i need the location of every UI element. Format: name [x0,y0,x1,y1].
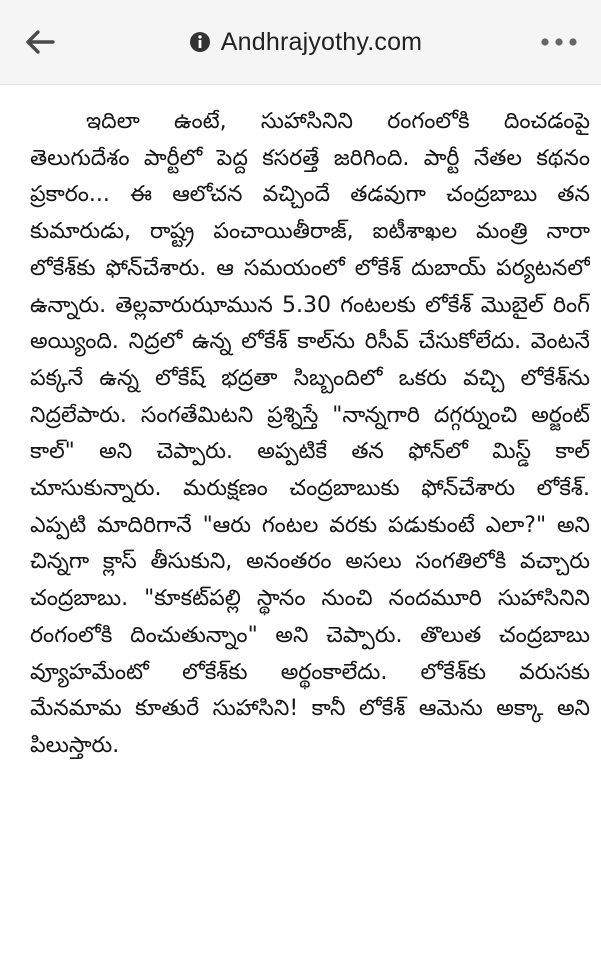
info-icon[interactable] [189,31,211,53]
article-content [30,104,590,944]
more-horizontal-icon [540,37,578,47]
back-button[interactable] [20,22,60,62]
article-paragraph: ఇదిలా ఉంటే, సుహాసినిని రంగంలోకి దించడంపై తెలుగుదేశం పార్టీలో పెద్ద కసరత్తే జరిగింది. పార్టీ నేతల కథనం ప్రకారం... ఈ ఆలోచన వచ్చిందే తడవుగా చంద్రబాబు తన కుమారుడు, రాష్ట్ర పంచాయితీరాజ్, ఐటీశాఖల మంత్రి నారా లోకేశ్‌కు ఫోన్‌చేశారు. ఆ సమయంలో లోకేశ్ దుబాయ్ పర్యటనలో ఉన్నారు. తెల్లవారుఝామున 5.30 గంటలకు లోకేశ్ మొబైల్ రింగ్ అయ్యింది. నిద్రలో ఉన్న లోకేశ్ కాల్‌ను రిసీవ్ చేసుకోలేదు. వెంటనే పక్కనే ఉన్న లోకేష్ భద్రతా సిబ్బందిలో ఒకరు వచ్చి లోకేశ్‌ను నిద్రలేపారు. సంగతేమిటని ప్రశ్నిస్తే "నాన్నగారి దగ్గర్నుంచి అర్జంట్ కాల్" అని చెప్పారు. అప్పటికే తన ఫోన్‌లో మిస్డ్ కాల్ చూసుకున్నారు. మరుక్షణం చంద్రబాబుకు ఫోన్‌చేశారు లోకేశ్. ఎప్పటి మాదిరిగానే "ఆరు గంటల వరకు పడుకుంటే ఎలా?" అని చిన్నగా క్లాస్ తీసుకుని, అనంతరం అసలు సంగతిలోకి వచ్చారు చంద్రబాబు. "కూకట్‌పల్లి స్థానం నుంచి నందమూరి సుహాసినిని రంగంలోకి దించుతున్నాం" అని చెప్పారు. తొలుత చంద్రబాబు వ్యూహమేంటో లోకేశ్‌కు అర్థంకాలేదు. లోకేశ్‌కు వరుసకు మేనమామ కూతురే సుహాసిని! కానీ లోకేశ్ ఆమెను అక్కా అని పిలుస్తారు. [30,109,590,758]
back-arrow-icon [25,29,55,55]
url-display[interactable] [120,0,491,84]
browser-address-bar [0,0,601,85]
url-text[interactable]: Andhrajyothy.com [220,27,423,56]
more-options-button[interactable] [535,24,583,60]
